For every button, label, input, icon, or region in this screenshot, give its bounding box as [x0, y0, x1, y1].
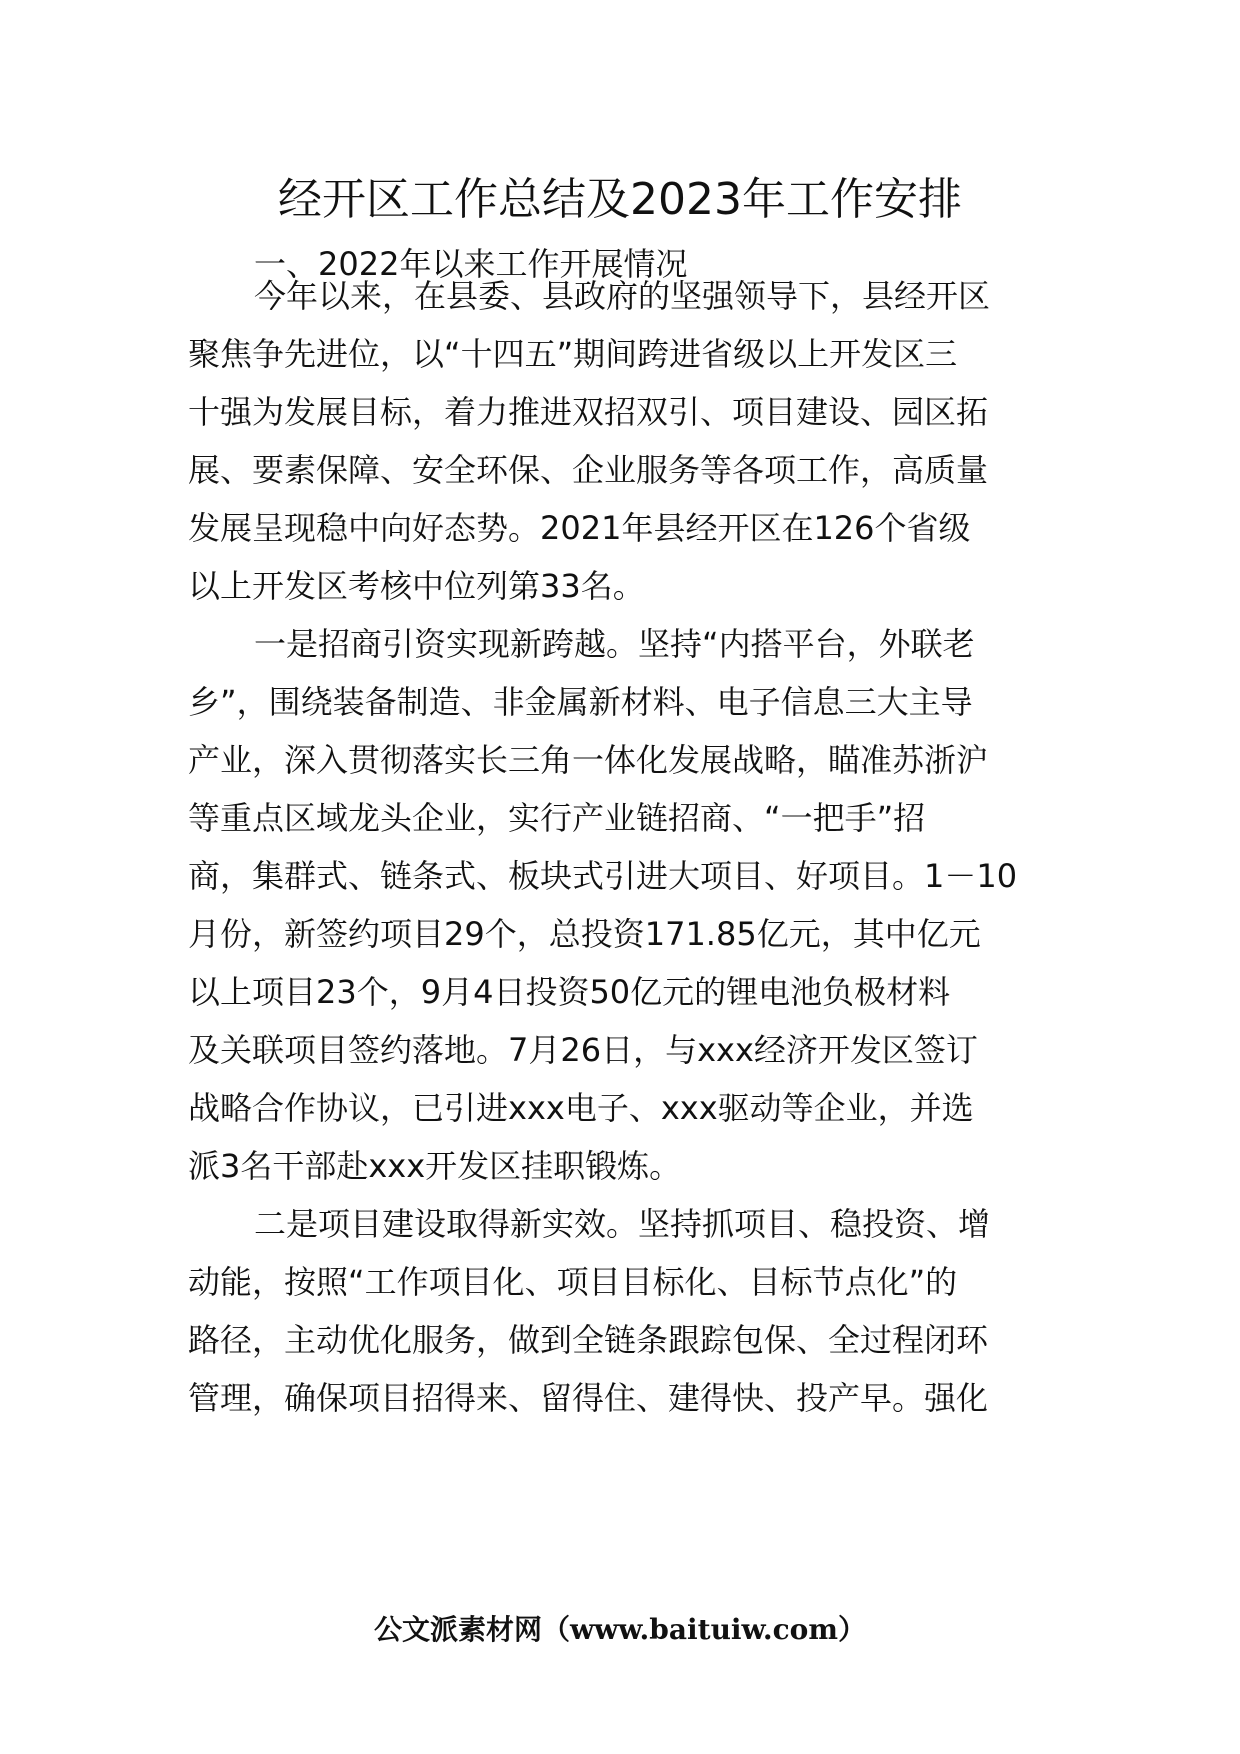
- document-title: 经开区工作总结及2023年工作安排: [278, 174, 962, 225]
- body-line: 管理，确保项目招得来、留得住、建得快、投产早。强化: [188, 1379, 989, 1417]
- section-heading: 一、2022年以来工作开展情况: [254, 245, 688, 283]
- body-line: 等重点区域龙头企业，实行产业链招商、“一把手”招: [188, 799, 926, 837]
- body-line: 路径，主动优化服务，做到全链条跟踪包保、全过程闭环: [188, 1321, 989, 1359]
- body-line: 月份，新签约项目29个，总投资171.85亿元，其中亿元: [188, 915, 981, 953]
- body-line: 商，集群式、链条式、板块式引进大项目、好项目。1－10: [188, 857, 1018, 895]
- body-line: 产业，深入贯彻落实长三角一体化发展战略，瞄准苏浙沪: [188, 741, 989, 779]
- body-line: 展、要素保障、安全环保、企业服务等各项工作，高质量: [188, 451, 989, 489]
- body-line: 今年以来，在县委、县政府的坚强领导下，县经开区: [254, 277, 991, 315]
- body-line: 聚焦争先进位，以“十四五”期间跨进省级以上开发区三: [188, 335, 958, 373]
- body-line: 以上项目23个，9月4日投资50亿元的锂电池负极材料: [188, 973, 951, 1011]
- body-line: 动能，按照“工作项目化、项目目标化、目标节点化”的: [188, 1263, 958, 1301]
- body-line: 战略合作协议，已引进xxx电子、xxx驱动等企业，并选: [188, 1089, 974, 1127]
- body-line: 以上开发区考核中位列第33名。: [188, 567, 645, 605]
- body-line: 派3名干部赴xxx开发区挂职锻炼。: [188, 1147, 682, 1185]
- body-line: 十强为发展目标，着力推进双招双引、项目建设、园区拓: [188, 393, 989, 431]
- body-line: 及关联项目签约落地。7月26日，与xxx经济开发区签订: [188, 1031, 978, 1069]
- body-line: 一是招商引资实现新跨越。坚持“内搭平台，外联老: [254, 625, 975, 663]
- body-line: 发展呈现稳中向好态势。2021年县经开区在126个省级: [188, 509, 971, 547]
- body-line: 乡”，围绕装备制造、非金属新材料、电子信息三大主导: [188, 683, 973, 721]
- footer-watermark: 公文派素材网（www.baituiw.com）: [374, 1613, 866, 1646]
- body-line: 二是项目建设取得新实效。坚持抓项目、稳投资、增: [254, 1205, 991, 1243]
